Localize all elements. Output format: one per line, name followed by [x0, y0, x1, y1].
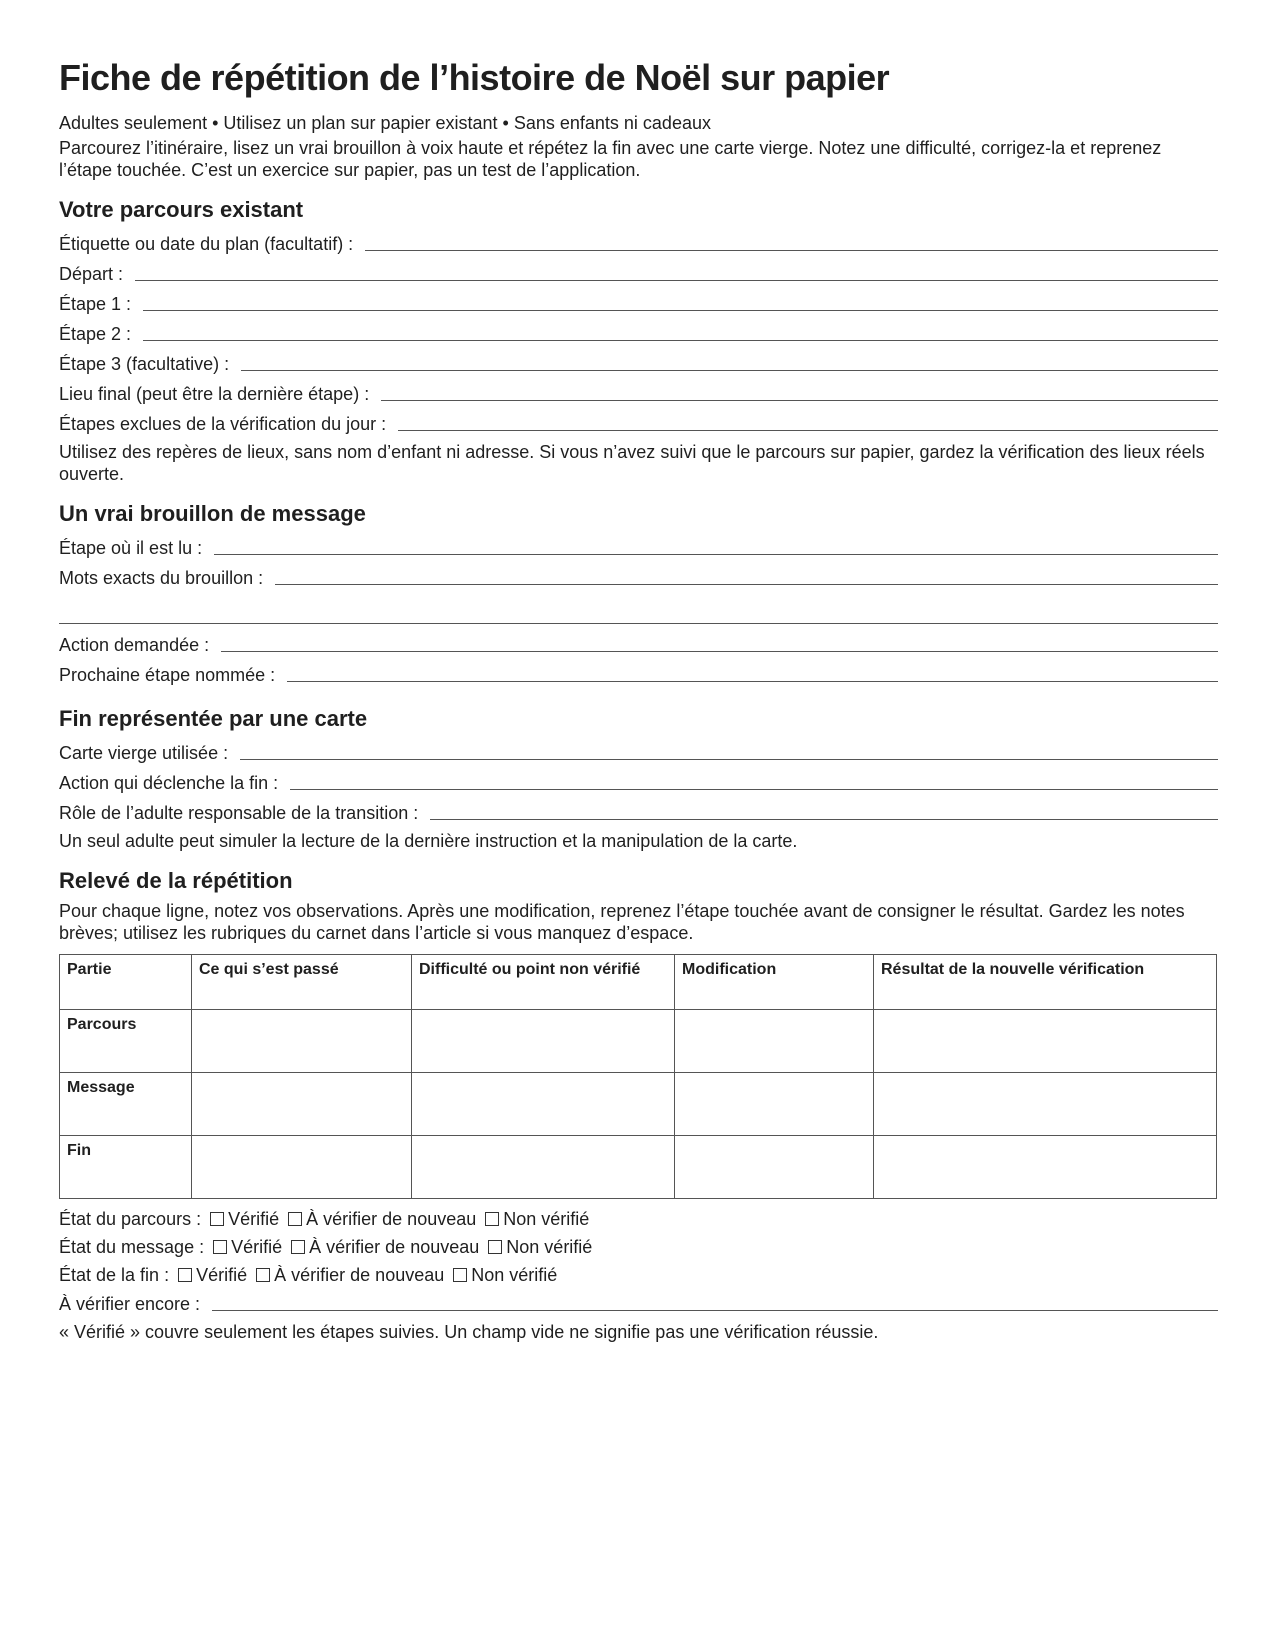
field-next-step[interactable]: Prochaine étape nommée :: [59, 660, 1218, 690]
field-plan-label[interactable]: Étiquette ou date du plan (facultatif) :: [59, 229, 1218, 259]
table-row: [60, 1136, 1217, 1199]
table-cell[interactable]: [192, 1073, 412, 1136]
table-cell[interactable]: [412, 1073, 675, 1136]
write-line[interactable]: [287, 681, 1218, 682]
checkbox-recheck[interactable]: [291, 1240, 305, 1254]
worksheet-page: [59, 56, 1218, 1343]
log-intro: Pour chaque ligne, notez vos observations. Après une modification, reprenez l’étape touchée avant de consigner le résultat. Gardez les notes brèves; utilisez les rubriques du carnet dans l’article si vous manquez d’espace.: [59, 901, 1185, 943]
write-line[interactable]: [135, 280, 1218, 281]
ending-note: Un seul adulte peut simuler la lecture de la dernière instruction et la manipulation de la carte.: [59, 831, 798, 851]
field-excluded-steps[interactable]: Étapes exclues de la vérification du jour :: [59, 409, 1218, 439]
section-heading-message: Un vrai brouillon de message: [59, 501, 366, 526]
status-route: État du parcours : Vérifié À vérifier de nouveau Non vérifié: [59, 1209, 590, 1229]
write-line[interactable]: [143, 340, 1218, 341]
status-message: État du message : Vérifié À vérifier de nouveau Non vérifié: [59, 1237, 593, 1257]
field-remaining-checks[interactable]: À vérifier encore :: [59, 1289, 1218, 1319]
field-start[interactable]: Départ :: [59, 259, 1218, 289]
table-cell[interactable]: [874, 1136, 1217, 1199]
column-header: Ce qui s’est passé: [192, 955, 412, 1010]
field-step-3[interactable]: Étape 3 (facultative) :: [59, 349, 1218, 379]
intro-text: Parcourez l’itinéraire, lisez un vrai brouillon à voix haute et répétez la fin avec une carte vierge. Notez une difficulté, corrigez-la et reprenez l’étape touchée. C’est un exercice sur papier, pas un test de l’application.: [59, 138, 1162, 180]
checkbox-verified[interactable]: [178, 1268, 192, 1282]
write-line[interactable]: [221, 651, 1218, 652]
row-label: Parcours: [60, 1010, 192, 1073]
checkbox-not-verified[interactable]: [485, 1212, 499, 1226]
section-heading-log: Relevé de la répétition: [59, 868, 293, 893]
table-header-row: [60, 955, 1217, 1010]
row-label: Message: [60, 1073, 192, 1136]
table-cell[interactable]: [874, 1073, 1217, 1136]
table-cell[interactable]: [412, 1136, 675, 1199]
checkbox-verified[interactable]: [210, 1212, 224, 1226]
field-adult-role[interactable]: Rôle de l’adulte responsable de la transition :: [59, 798, 1218, 828]
table-cell[interactable]: [675, 1073, 874, 1136]
field-requested-action[interactable]: Action demandée :: [59, 630, 1218, 660]
column-header: Difficulté ou point non vérifié: [412, 955, 675, 1010]
page-subtitle: Adultes seulement • Utilisez un plan sur papier existant • Sans enfants ni cadeaux: [59, 113, 711, 133]
field-final-place[interactable]: Lieu final (peut être la dernière étape) :: [59, 379, 1218, 409]
checkbox-not-verified[interactable]: [488, 1240, 502, 1254]
table-cell[interactable]: [874, 1010, 1217, 1073]
field-step-1[interactable]: Étape 1 :: [59, 289, 1218, 319]
write-line[interactable]: [365, 250, 1218, 251]
table-cell[interactable]: [412, 1010, 675, 1073]
table-cell[interactable]: [192, 1010, 412, 1073]
field-exact-words-continuation[interactable]: [59, 593, 1218, 624]
write-line[interactable]: [430, 819, 1218, 820]
write-line[interactable]: [240, 759, 1218, 760]
write-line[interactable]: [381, 400, 1218, 401]
column-header: Partie: [60, 955, 192, 1010]
write-line[interactable]: [275, 584, 1218, 585]
write-line[interactable]: [398, 430, 1218, 431]
write-line[interactable]: [290, 789, 1218, 790]
footer-note: « Vérifié » couvre seulement les étapes suivies. Un champ vide ne signifie pas une vérification réussie.: [59, 1322, 879, 1342]
table-cell[interactable]: [675, 1136, 874, 1199]
field-read-step[interactable]: Étape où il est lu :: [59, 533, 1218, 563]
table-row: [60, 1073, 1217, 1136]
table-row: [60, 1010, 1217, 1073]
field-blank-card[interactable]: Carte vierge utilisée :: [59, 738, 1218, 768]
rehearsal-log-table: [59, 954, 1217, 1199]
row-label: Fin: [60, 1136, 192, 1199]
column-header: Modification: [675, 955, 874, 1010]
write-line[interactable]: [214, 554, 1218, 555]
field-step-2[interactable]: Étape 2 :: [59, 319, 1218, 349]
write-line[interactable]: [143, 310, 1218, 311]
section-heading-route: Votre parcours existant: [59, 197, 304, 222]
status-ending: État de la fin : Vérifié À vérifier de nouveau Non vérifié: [59, 1265, 558, 1285]
section-heading-ending: Fin représentée par une carte: [59, 706, 368, 731]
column-header: Résultat de la nouvelle vérification: [874, 955, 1217, 1010]
table-cell[interactable]: [675, 1010, 874, 1073]
route-note: Utilisez des repères de lieux, sans nom d’enfant ni adresse. Si vous n’avez suivi que le parcours sur papier, gardez la vérification des lieux réels ouverte.: [59, 442, 1205, 484]
checkbox-verified[interactable]: [213, 1240, 227, 1254]
field-exact-words[interactable]: Mots exacts du brouillon :: [59, 563, 1218, 593]
field-ending-trigger[interactable]: Action qui déclenche la fin :: [59, 768, 1218, 798]
table-cell[interactable]: [192, 1136, 412, 1199]
checkbox-recheck[interactable]: [256, 1268, 270, 1282]
page-title: Fiche de répétition de l’histoire de Noël sur papier: [59, 57, 890, 98]
checkbox-not-verified[interactable]: [453, 1268, 467, 1282]
checkbox-recheck[interactable]: [288, 1212, 302, 1226]
write-line[interactable]: [212, 1310, 1218, 1311]
write-line[interactable]: [241, 370, 1218, 371]
